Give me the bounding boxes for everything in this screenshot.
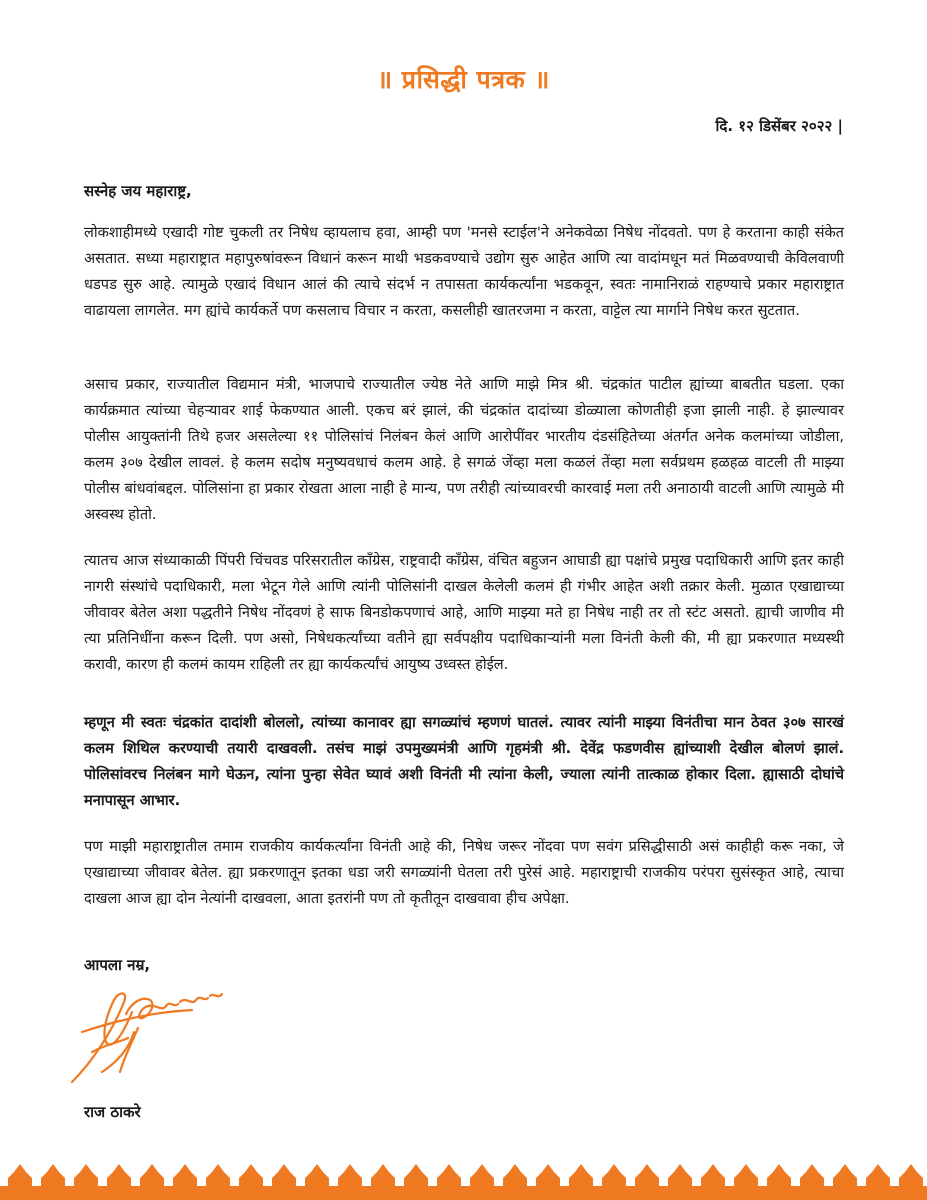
footer-border-spike: [602, 1164, 626, 1188]
footer-border-spike: [569, 1164, 593, 1188]
footer-border-spike: [8, 1164, 32, 1188]
decorative-footer-border: [0, 1164, 927, 1200]
footer-border-spike: [833, 1164, 857, 1188]
closing-line: आपला नम्र,: [84, 956, 151, 974]
paragraph-5: पण माझी महाराष्ट्रातील तमाम राजकीय कार्यकर्त्यांना विनंती आहे की, निषेध जरूर नोंदवा पण सवंग प्रसिद्धीसाठी असं काहीही करू नका, जे एखाद्याच्या जीवावर बेतेल. ह्या प्रकरणातून इतका धडा जरी सगळ्यांनी घेतला तरी पुरेसं आहे. महाराष्ट्राची राजकीय परंपरा सुसंस्कृत आहे, त्याचा दाखला आज ह्या दोन नेत्यांनी दाखवला, आता इतरांनी पण तो कृतीतून दाखवावा हीच अपेक्षा.: [84, 838, 844, 907]
footer-border-spike: [866, 1164, 890, 1188]
footer-border-spike: [239, 1164, 263, 1188]
signature-image: [62, 972, 262, 1092]
footer-border-spike: [800, 1164, 824, 1188]
footer-border-spike: [305, 1164, 329, 1188]
footer-border-spike: [668, 1164, 692, 1188]
footer-border-spike: [173, 1164, 197, 1188]
footer-border-spike: [338, 1164, 362, 1188]
footer-border-spike: [701, 1164, 725, 1188]
paragraph-3: त्यातच आज संध्याकाळी पिंपरी चिंचवड परिसरातील काँग्रेस, राष्ट्रवादी काँग्रेस, वंचित बहुजन आघाडी ह्या पक्षांचे प्रमुख पदाधिकारी आणि इतर काही नागरी संस्थांचे पदाधिकारी, मला भेटून गेले आणि त्यांनी पोलिसांनी दाखल केलेली कलमं ही गंभीर आहेत अशी तक्रार केली. मुळात एखाद्याच्या जीवावर बेतेल अशा पद्धतीने निषेध नोंदवणं हे साफ बिनडोकपणाचं आहे, आणि माझ्या मते हा निषेध नाही तर तो स्टंट असतो. ह्याची जाणीव मी त्या प्रतिनिधींना करून दिली. पण असो, निषेधकर्त्यांच्या वतीने ह्या सर्वपक्षीय पदाधिकाऱ्यांनी मला विनंती केली की, मी ह्या प्रकरणात मध्यस्थी करावी, कारण ही कलमं कायम राहिली तर ह्या कार्यकर्त्यांचं आयुष्य उध्वस्त होईल.: [84, 552, 844, 673]
footer-border-spike: [404, 1164, 428, 1188]
paragraph-2: असाच प्रकार, राज्यातील विद्यमान मंत्री, भाजपाचे राज्यातील ज्येष्ठ नेते आणि माझे मित्र श्री. चंद्रकांत पाटील ह्यांच्या बाबतीत घडला. एका कार्यक्रमात त्यांच्या चेहऱ्यावर शाई फेकण्यात आली. एकच बरं झालं, की चंद्रकांत दादांच्या डोळ्याला कोणतीही इजा झाली नाही. हे झाल्यावर पोलीस आयुक्तांनी तिथे हजर असलेल्या ११ पोलिसांचं निलंबन केलं आणि आरोपींवर भारतीय दंडसंहितेच्या अंतर्गत अनेक कलमांच्या जोडीला, कलम ३०७ देखील लावलं. हे कलम सदोष मनुष्यवधाचं कलम आहे. हे सगळं जेंव्हा मला कळलं तेंव्हा मला सर्वप्रथम हळहळ वाटली ती माझ्या पोलीस बांधवांबद्दल. पोलिसांना हा प्रकार रोखता आला नाही हे मान्य, पण तरीही त्यांच्यावरची कारवाई मला तरी अनाठायी वाटली आणि त्यामुळे मी अस्वस्थ होतो.: [84, 376, 844, 523]
footer-border-spike: [107, 1164, 131, 1188]
footer-border-base: [0, 1186, 927, 1200]
footer-border-spike: [437, 1164, 461, 1188]
footer-border-spike: [41, 1164, 65, 1188]
footer-border-spike: [503, 1164, 527, 1188]
signatory-name: राज ठाकरे: [84, 1103, 141, 1121]
footer-border-spike: [140, 1164, 164, 1188]
document-title: ॥ प्रसिद्धी पत्रक ॥: [377, 65, 550, 94]
footer-border-spike: [635, 1164, 659, 1188]
paragraph-1: लोकशाहीमध्ये एखादी गोष्ट चुकली तर निषेध व्हायलाच हवा, आम्ही पण 'मनसे स्टाईल'ने अनेकवेळा निषेध नोंदवतो. पण हे करताना काही संकेत असतात. सध्या महाराष्ट्रात महापुरुषांवरून विधानं करून माथी भडकवण्याचे उद्योग सुरु आहेत आणि त्या वादांमधून मतं मिळवण्याची केविलवाणी धडपड सुरु आहे. त्यामुळे एखादं विधान आलं की त्याचे संदर्भ न तपासता कार्यकर्त्यांना भडकवून, स्वतः नामानिराळं राहण्याचे प्रकार महाराष्ट्रात वाढायला लागलेत. मग ह्यांचे कार्यकर्ते पण कसलाच विचार न करता, कसलीही खातरजमा न करता, वाट्टेल त्या मार्गाने निषेध करत सुटतात.: [84, 224, 844, 319]
footer-border-spike: [899, 1164, 923, 1188]
footer-border-spike: [74, 1164, 98, 1188]
footer-border-spike: [272, 1164, 296, 1188]
footer-border-spike: [536, 1164, 560, 1188]
footer-border-spike: [767, 1164, 791, 1188]
paragraph-4-bold: म्हणून मी स्वतः चंद्रकांत दादांशी बोललो, त्यांच्या कानावर ह्या सगळ्यांचं म्हणणं घातलं. त्यावर त्यांनी माझ्या विनंतीचा मान ठेवत ३०७ सारखं कलम शिथिल करण्याची तयारी दाखवली. तसंच माझं उपमुख्यमंत्री आणि गृहमंत्री श्री. देवेंद्र फडणवीस ह्यांच्याशी देखील बोलणं झालं. पोलिसांवरच निलंबन मागे घेऊन, त्यांना पुन्हा सेवेत घ्यावं अशी विनंती मी त्यांना केली, ज्याला त्यांनी तात्काळ होकार दिला. ह्यासाठी दोघांचे मनापासून आभार.: [84, 714, 844, 809]
footer-border-spike: [734, 1164, 758, 1188]
salutation: सस्नेह जय महाराष्ट्र,: [84, 182, 192, 200]
footer-border-spike: [470, 1164, 494, 1188]
footer-border-spike: [206, 1164, 230, 1188]
footer-border-spike: [371, 1164, 395, 1188]
document-date: दि. १२ डिसेंबर २०२२ |: [715, 117, 843, 135]
